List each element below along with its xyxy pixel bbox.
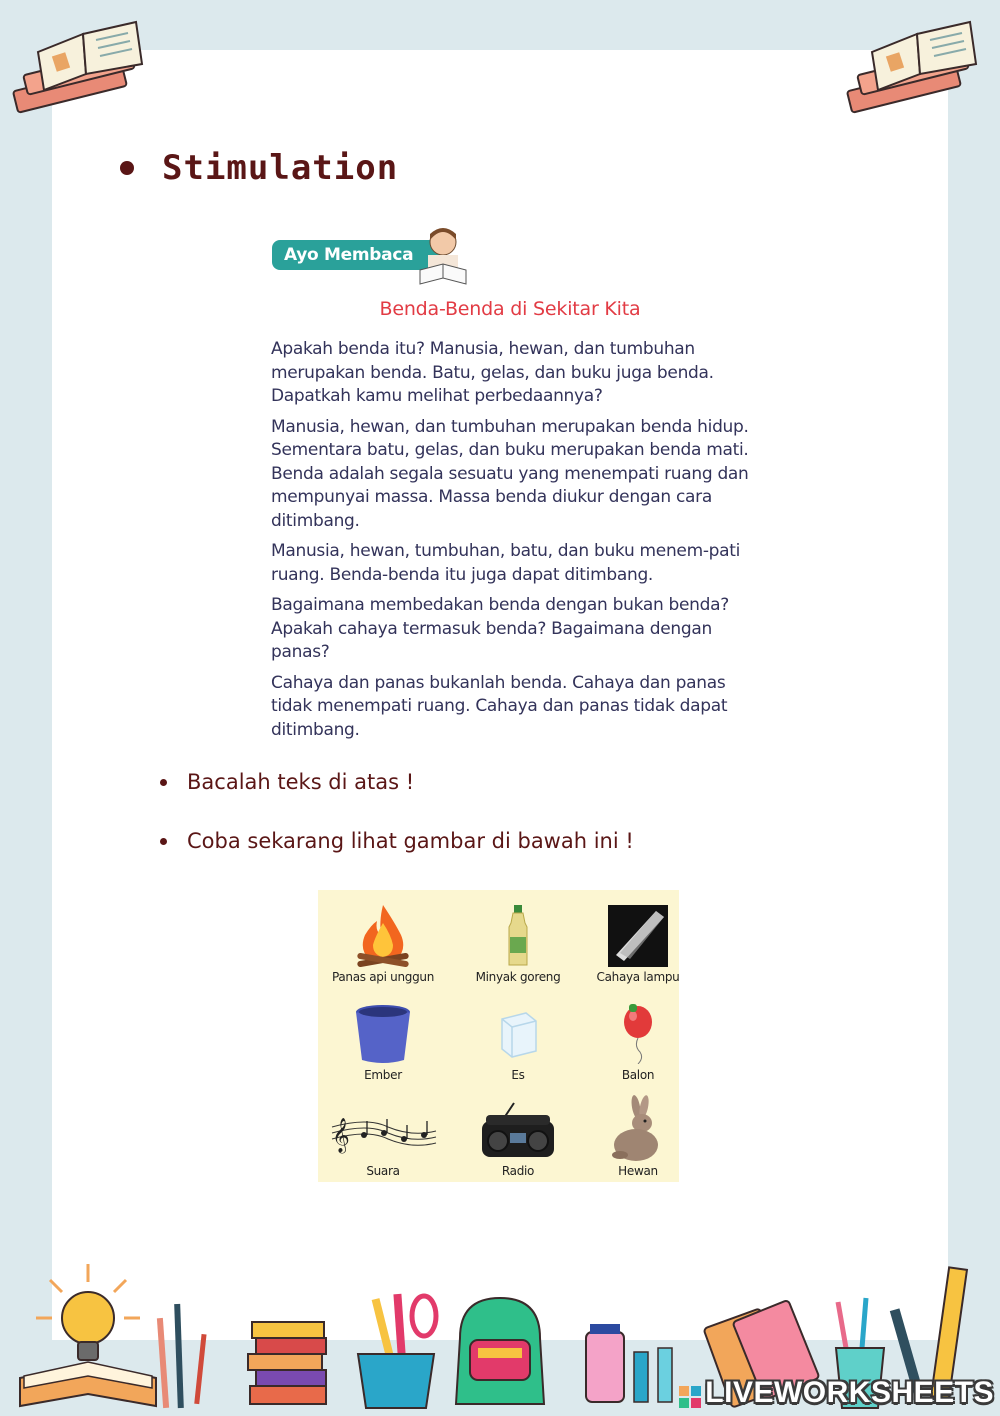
picture-item xyxy=(323,1088,443,1182)
picture-label: Balon xyxy=(621,1068,655,1082)
campfire-icon xyxy=(351,901,415,971)
svg-text:𝄞: 𝄞 xyxy=(332,1118,350,1153)
bucket-icon xyxy=(353,1002,413,1066)
paint-tubes-icon xyxy=(586,1324,672,1402)
music-notes-icon xyxy=(328,1105,438,1155)
picture-label: Minyak goreng xyxy=(475,970,561,984)
picture-label: Radio xyxy=(501,1164,535,1178)
paragraph: Bagaimana membedakan benda dengan bukan benda? Apakah cahaya termasuk benda? Bagaimana dengan panas? xyxy=(271,595,729,662)
article-title: Benda-Benda di Sekitar Kita xyxy=(379,298,641,320)
books-decoration-right xyxy=(842,12,987,122)
objects-picture xyxy=(318,890,679,1182)
picture-item xyxy=(578,1088,679,1182)
reading-child-icon xyxy=(418,222,468,290)
books-decoration-left xyxy=(8,12,153,122)
picture-label: Cahaya lampu xyxy=(596,970,679,984)
section-heading xyxy=(120,148,398,188)
backpack-icon xyxy=(456,1298,544,1404)
bullet-dot xyxy=(160,838,167,845)
picture-label: Panas api unggun xyxy=(331,970,435,984)
instruction-item xyxy=(160,825,634,857)
picture-label: Hewan xyxy=(618,1164,658,1178)
brand-text: LIVEWORKSHEETS xyxy=(705,1376,994,1409)
stacked-books-icon xyxy=(248,1322,326,1404)
picture-item xyxy=(578,992,679,1088)
picture-item xyxy=(458,1088,578,1182)
balloon-icon xyxy=(620,1004,656,1064)
lightbulb-book-icon xyxy=(20,1264,156,1406)
paragraph: Apakah benda itu? Manusia, hewan, dan tumbuhan merupakan benda. Batu, gelas, dan buku juga benda. Dapatkah kamu melihat perbedaannya? xyxy=(271,339,714,406)
paragraph: Cahaya dan panas bukanlah benda. Cahaya dan panas tidak menempati ruang. Cahaya dan panas tidak dapat ditimbang. xyxy=(271,672,728,740)
picture-label: Es xyxy=(511,1068,525,1082)
picture-item xyxy=(578,894,679,990)
pencil-cup-icon xyxy=(358,1294,436,1408)
ice-cube-icon xyxy=(496,1009,540,1059)
picture-item xyxy=(323,894,443,990)
light-beam-icon xyxy=(608,905,668,967)
rabbit-icon xyxy=(608,1095,668,1165)
instruction-list xyxy=(160,766,634,884)
ayo-membaca-badge: Ayo Membaca xyxy=(272,240,442,270)
instruction-item xyxy=(160,766,634,798)
paragraph: Manusia, hewan, tumbuhan, batu, dan buku menem-pati ruang. Benda-benda itu juga dapat ditimbang. xyxy=(271,541,741,585)
bullet-dot xyxy=(160,779,167,786)
heading-text: Stimulation xyxy=(162,148,399,188)
picture-label: Suara xyxy=(366,1164,400,1178)
picture-item xyxy=(323,992,443,1088)
picture-label: Ember xyxy=(364,1068,402,1082)
heading-bullet xyxy=(120,161,134,175)
instruction-text: Coba sekarang lihat gambar di bawah ini ! xyxy=(187,829,634,853)
picture-item xyxy=(458,992,578,1088)
picture-item xyxy=(458,894,578,990)
radio-icon xyxy=(480,1099,556,1161)
paragraph: Manusia, hewan, dan tumbuhan merupakan benda hidup. Sementara batu, gelas, dan buku merupakan benda mati. Benda adalah segala sesuatu yang menempati ruang dan mempunyai massa. Massa benda diukur dengan cara ditimbang. xyxy=(271,416,749,531)
instruction-text: Bacalah teks di atas ! xyxy=(187,770,415,794)
liveworksheets-brand[interactable] xyxy=(679,1376,994,1410)
article-body xyxy=(271,338,751,749)
liveworksheets-logo-icon xyxy=(679,1382,701,1404)
oil-bottle-icon xyxy=(503,903,533,969)
